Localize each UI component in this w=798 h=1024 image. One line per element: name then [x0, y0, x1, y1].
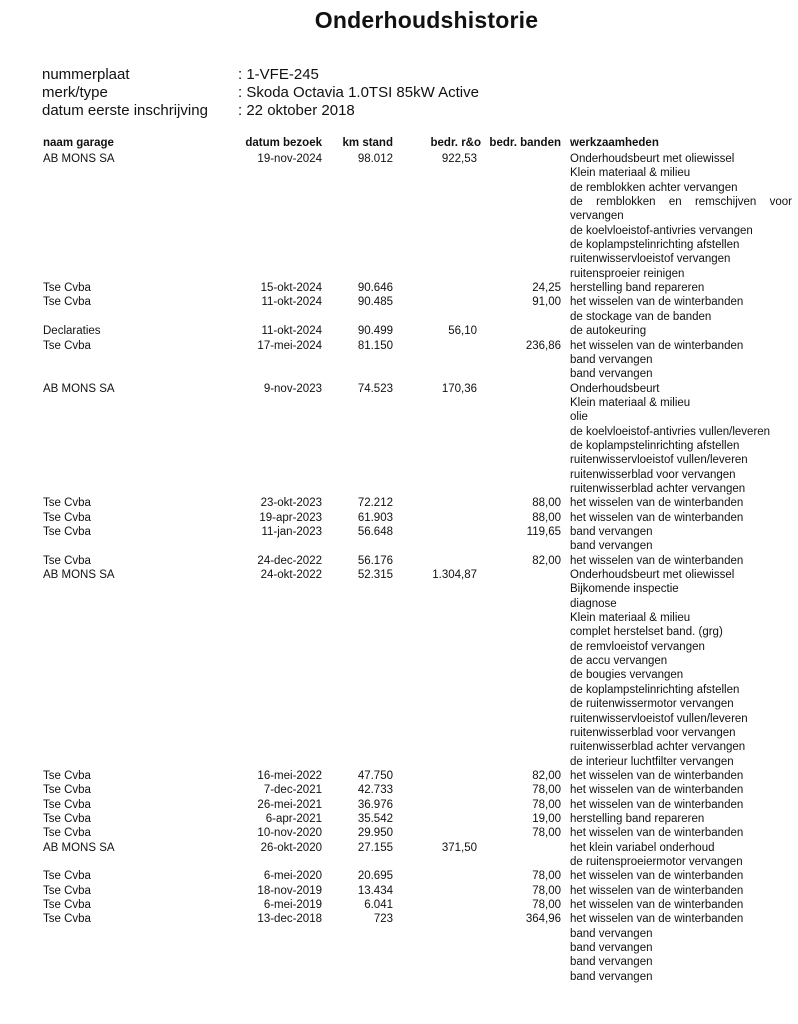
cell-work-list [570, 812, 704, 826]
work-item: Onderhoudsbeurt [570, 382, 660, 395]
cell-date: 7-dec-2021 [263, 784, 322, 797]
cell-garage: Tse Cvba [43, 497, 91, 510]
work-item: band vervangen [570, 942, 653, 955]
cell-garage: AB MONS SA [43, 569, 115, 582]
work-item: Klein materiaal & milieu [570, 396, 691, 409]
header-garage: naam garage [43, 137, 114, 149]
work-item: het wisselen van de winterbanden [570, 497, 744, 510]
info-value: : Skoda Octavia 1.0TSI 85kW Active [238, 84, 479, 101]
cell-date: 6-mei-2019 [263, 899, 322, 912]
cell-date: 9-nov-2023 [263, 382, 322, 395]
cell-garage: Tse Cvba [43, 827, 91, 840]
work-item: de remblokken en remschijven voor [570, 196, 792, 209]
cell-date: 6-apr-2021 [265, 813, 322, 825]
table-row [0, 898, 798, 912]
work-item: ruitenwisservloeistof vervangen [570, 253, 731, 266]
cell-work-list [570, 798, 743, 812]
cell-work-list [570, 826, 743, 840]
work-item: het klein variabel onderhoud [570, 841, 715, 854]
cell-km: 72.212 [357, 497, 393, 510]
cell-ro-amount: 170,36 [441, 382, 477, 395]
table-row [0, 511, 798, 525]
cell-km: 90.485 [357, 296, 393, 309]
table-row [0, 568, 798, 769]
cell-tire-amount: 88,00 [532, 511, 561, 524]
cell-tire-amount: 78,00 [532, 798, 561, 811]
work-item: de bougies vervangen [570, 669, 684, 682]
cell-km: 29.950 [357, 827, 393, 840]
cell-work-list [570, 324, 646, 338]
work-item: de autokeuring [570, 325, 647, 338]
cell-date: 17-mei-2024 [257, 339, 322, 352]
work-item: het wisselen van de winterbanden [570, 798, 744, 811]
work-item: de ruitensproeiermotor vervangen [570, 856, 743, 869]
work-item: band vervangen [570, 927, 653, 940]
cell-garage: AB MONS SA [43, 382, 115, 395]
cell-km: 74.523 [357, 382, 393, 395]
work-item: de remblokken achter vervangen [570, 181, 738, 194]
work-item: ruitenwisserblad voor vervangen [570, 468, 736, 481]
cell-garage: AB MONS SA [43, 153, 115, 165]
header-work: werkzaamheden [570, 137, 659, 149]
cell-garage: Tse Cvba [43, 526, 91, 539]
cell-date: 24-okt-2022 [260, 569, 322, 582]
work-item: band vervangen [570, 956, 653, 969]
cell-garage: Tse Cvba [43, 899, 91, 912]
work-item: het wisselen van de winterbanden [570, 827, 744, 840]
cell-work-list [570, 511, 743, 525]
cell-work-list [570, 525, 652, 554]
cell-garage: Tse Cvba [43, 554, 91, 567]
cell-work-list [570, 496, 743, 510]
cell-ro-amount: 922,53 [441, 153, 477, 165]
cell-date: 19-apr-2023 [259, 511, 322, 524]
work-item: olie [570, 411, 588, 424]
cell-work-list [570, 884, 743, 898]
cell-tire-amount: 78,00 [532, 784, 561, 797]
cell-work-list [570, 382, 770, 497]
table-row [0, 769, 798, 783]
table-row [0, 912, 798, 984]
work-item: de koplampstelinrichting afstellen [570, 439, 740, 452]
cell-ro-amount: 371,50 [441, 841, 477, 854]
table-row [0, 798, 798, 812]
work-item: ruitensproeier reinigen [570, 267, 685, 280]
cell-tire-amount: 78,00 [532, 884, 561, 897]
cell-garage: Tse Cvba [43, 339, 91, 352]
work-item: het wisselen van de winterbanden [570, 913, 744, 926]
table-row [0, 841, 798, 870]
cell-date: 11-okt-2024 [261, 325, 322, 338]
cell-km: 47.750 [357, 769, 393, 782]
cell-garage: Tse Cvba [43, 870, 91, 883]
header-band: bedr. banden [489, 137, 561, 149]
cell-garage: Tse Cvba [43, 884, 91, 897]
header-ro: bedr. r&o [430, 137, 481, 149]
cell-tire-amount: 91,00 [532, 296, 561, 309]
history-table [0, 152, 798, 984]
cell-garage: Tse Cvba [43, 282, 91, 295]
page-title: Onderhoudshistorie [314, 7, 539, 33]
cell-garage: Tse Cvba [43, 798, 91, 811]
cell-tire-amount: 78,00 [532, 870, 561, 883]
cell-ro-amount: 56,10 [448, 325, 477, 338]
info-label: datum eerste inschrijving [42, 102, 208, 119]
work-item: herstelling band repareren [570, 813, 705, 825]
work-item: de koplampstelinrichting afstellen [570, 683, 740, 696]
cell-garage: Tse Cvba [43, 296, 91, 309]
work-item: het wisselen van de winterbanden [570, 511, 744, 524]
table-row [0, 812, 798, 826]
work-item: Klein materiaal & milieu [570, 167, 691, 180]
work-item: ruitenwisservloeistof vullen/leveren [570, 454, 748, 467]
cell-date: 16-mei-2022 [257, 769, 322, 782]
work-item: het wisselen van de winterbanden [570, 784, 744, 797]
cell-tire-amount: 24,25 [532, 282, 561, 295]
cell-date: 26-mei-2021 [257, 798, 322, 811]
cell-work-list [570, 339, 743, 382]
work-item: ruitenwisservloeistof vullen/leveren [570, 712, 748, 725]
cell-date: 15-okt-2024 [260, 282, 322, 295]
cell-km: 61.903 [357, 511, 393, 524]
cell-tire-amount: 364,96 [525, 913, 561, 926]
table-row [0, 783, 798, 797]
work-item: band vervangen [570, 540, 653, 553]
cell-tire-amount: 82,00 [532, 769, 561, 782]
table-row [0, 496, 798, 510]
cell-km: 56.176 [357, 554, 393, 567]
table-row [0, 884, 798, 898]
info-value: : 22 oktober 2018 [238, 102, 355, 119]
work-item: Onderhoudsbeurt met oliewissel [570, 569, 735, 582]
work-item: band vervangen [570, 970, 653, 983]
cell-date: 26-okt-2020 [260, 841, 322, 854]
cell-ro-amount: 1.304,87 [432, 569, 477, 582]
cell-date: 18-nov-2019 [257, 884, 322, 897]
cell-km: 36.976 [357, 798, 393, 811]
cell-garage: Declaraties [43, 325, 101, 338]
work-item: band vervangen [570, 368, 653, 381]
cell-garage: Tse Cvba [43, 813, 91, 825]
cell-km: 81.150 [357, 339, 393, 352]
cell-km: 90.646 [357, 282, 393, 295]
work-item: ruitenwisserblad voor vervangen [570, 726, 736, 739]
table-row [0, 281, 798, 295]
table-row [0, 152, 798, 281]
cell-garage: Tse Cvba [43, 511, 91, 524]
cell-tire-amount: 78,00 [532, 827, 561, 840]
cell-tire-amount: 78,00 [532, 899, 561, 912]
work-item: de remvloeistof vervangen [570, 640, 705, 653]
cell-garage: Tse Cvba [43, 784, 91, 797]
cell-work-list [570, 152, 792, 281]
cell-garage: Tse Cvba [43, 913, 91, 926]
work-item: de koelvloeistof-antivries vervangen [570, 224, 753, 237]
cell-date: 13-dec-2018 [257, 913, 322, 926]
cell-date: 19-nov-2024 [257, 153, 322, 165]
cell-work-list [570, 869, 743, 883]
work-item: vervangen [570, 210, 624, 223]
work-item: het wisselen van de winterbanden [570, 296, 744, 309]
cell-work-list [570, 912, 743, 984]
cell-km: 6.041 [364, 899, 393, 912]
work-item: het wisselen van de winterbanden [570, 884, 744, 897]
cell-work-list [570, 554, 743, 568]
cell-date: 24-dec-2022 [257, 554, 322, 567]
work-item: ruitenwisserblad achter vervangen [570, 741, 746, 754]
header-km: km stand [342, 137, 393, 149]
work-item: het wisselen van de winterbanden [570, 769, 744, 782]
work-item: Bijkomende inspectie [570, 583, 679, 596]
cell-date: 10-nov-2020 [257, 827, 322, 840]
cell-tire-amount: 19,00 [532, 813, 561, 825]
table-row [0, 382, 798, 497]
work-item: de ruitenwissermotor vervangen [570, 698, 734, 711]
cell-date: 11-okt-2024 [261, 296, 322, 309]
cell-tire-amount: 82,00 [532, 554, 561, 567]
info-label: merk/type [42, 84, 108, 101]
table-row [0, 826, 798, 840]
info-value: : 1-VFE-245 [238, 66, 319, 83]
cell-km: 56.648 [357, 526, 393, 539]
cell-km: 98.012 [357, 153, 393, 165]
cell-garage: Tse Cvba [43, 769, 91, 782]
work-item: het wisselen van de winterbanden [570, 339, 744, 352]
cell-tire-amount: 236,86 [525, 339, 561, 352]
work-item: diagnose [570, 597, 617, 610]
cell-date: 23-okt-2023 [260, 497, 322, 510]
table-row [0, 295, 798, 324]
cell-work-list [570, 841, 743, 870]
work-item: band vervangen [570, 353, 653, 366]
cell-tire-amount: 88,00 [532, 497, 561, 510]
cell-work-list [570, 568, 748, 769]
cell-km: 20.695 [357, 870, 393, 883]
cell-work-list [570, 281, 704, 295]
cell-date: 11-jan-2023 [261, 526, 322, 539]
work-item: Onderhoudsbeurt met oliewissel [570, 153, 735, 165]
table-row [0, 554, 798, 568]
cell-work-list [570, 783, 743, 797]
cell-work-list [570, 769, 743, 783]
cell-km: 90.499 [357, 325, 393, 338]
cell-km: 27.155 [357, 841, 393, 854]
work-item: het wisselen van de winterbanden [570, 554, 744, 567]
table-row [0, 869, 798, 883]
cell-work-list [570, 295, 743, 324]
cell-km: 13.434 [357, 884, 393, 897]
cell-km: 35.542 [357, 813, 393, 825]
work-item: de interieur luchtfilter vervangen [570, 755, 734, 768]
work-item: de koelvloeistof-antivries vullen/leveren [570, 425, 771, 438]
cell-tire-amount: 119,65 [526, 526, 561, 539]
work-item: complet herstelset band. (grg) [570, 626, 723, 639]
header-date: datum bezoek [245, 137, 322, 149]
work-item: de stockage van de banden [570, 310, 712, 323]
info-label: nummerplaat [42, 66, 130, 83]
work-item: de koplampstelinrichting afstellen [570, 239, 740, 252]
cell-work-list [570, 898, 743, 912]
work-item: Klein materiaal & milieu [570, 612, 691, 625]
cell-garage: AB MONS SA [43, 841, 115, 854]
table-row [0, 324, 798, 338]
work-item: ruitenwisserblad achter vervangen [570, 482, 746, 495]
cell-km: 42.733 [357, 784, 393, 797]
cell-km: 52.315 [357, 569, 393, 582]
work-item: de accu vervangen [570, 655, 668, 668]
table-header [0, 137, 798, 152]
work-item: band vervangen [570, 526, 653, 539]
work-item: het wisselen van de winterbanden [570, 870, 744, 883]
work-item: het wisselen van de winterbanden [570, 899, 744, 912]
cell-km: 723 [373, 913, 393, 926]
work-item: herstelling band repareren [570, 282, 705, 295]
table-row [0, 525, 798, 554]
table-row [0, 339, 798, 382]
cell-date: 6-mei-2020 [263, 870, 322, 883]
